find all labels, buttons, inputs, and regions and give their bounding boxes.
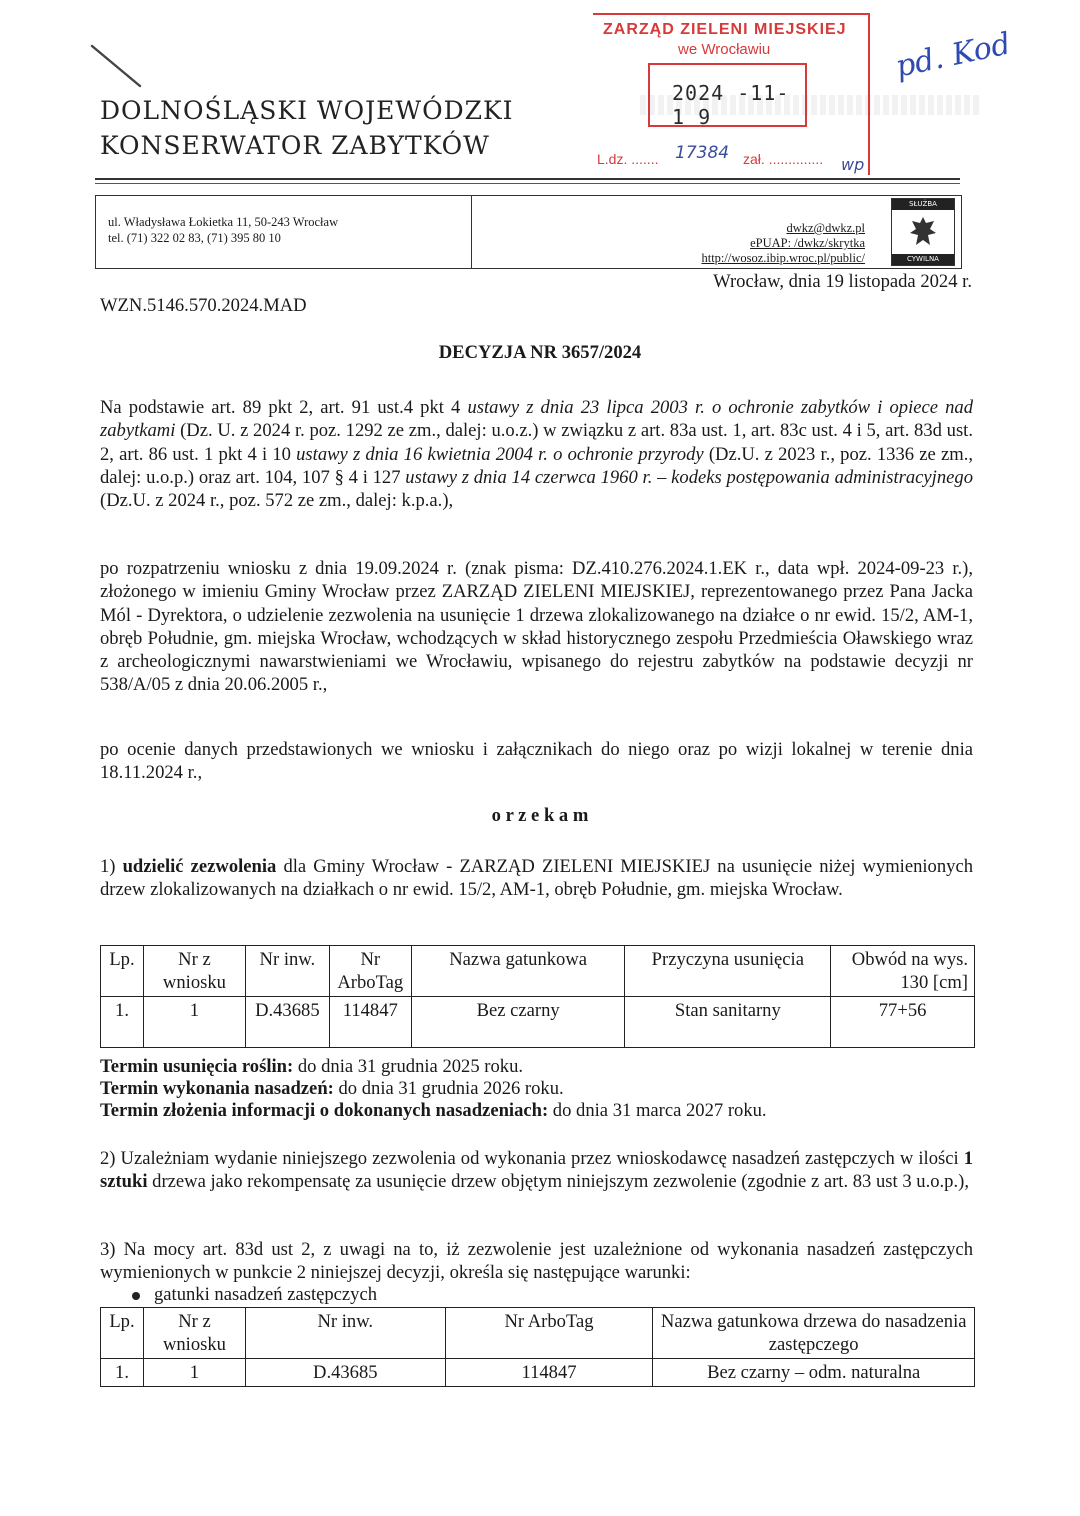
stamp-date: 2024 -11- 1 9 <box>672 81 790 129</box>
point-2-bold: 1 sztuki <box>100 1148 973 1193</box>
stamp-zal-label: zał. .............. <box>743 151 824 167</box>
th-nr-wniosku: Nr z wniosku <box>143 946 245 997</box>
basis-text-2: (Dz. U. z 2024 r. poz. 1292 ze zm., dalej: u.o.z.) w związku z art. 83a ust. 1, art. 83c ust. 4 i 5, art. 83d ust. 2, art. 86 ust. 1 pkt 4 i 10 <box>100 420 973 465</box>
th-nazwa: Nazwa gatunkowa <box>411 946 625 997</box>
cell-lp: 1. <box>101 997 144 1048</box>
th-nr-inw: Nr inw. <box>245 1308 445 1359</box>
bullet-icon <box>132 1292 140 1300</box>
stamp-ldz-number: 17384 <box>675 143 730 163</box>
eagle-icon <box>906 213 940 251</box>
point-2-text-b: drzewa jako rekompensatę za usunięcie drzew objętym niniejszym zezwolenie (zgodnie z art. 83 ust 3 u.o.p.), <box>147 1171 969 1193</box>
box-divider <box>471 196 472 268</box>
address-line: ul. Władysława Łokietka 11, 50-243 Wrocław <box>108 215 339 229</box>
term-report-label: Termin złożenia informacji o dokonanych nasadzeniach: <box>100 1100 549 1121</box>
stamp-initials: wp <box>841 155 865 174</box>
consideration-paragraph: po rozpatrzeniu wniosku z dnia 19.09.2024 r. (znak pisma: DZ.410.276.2024.1.EK r., data wpł. 2024-09-23 r.), złożonego w imieniu Gminy Wrocław przez ZARZĄD ZIELENI MIEJSKIEJ, reprezentowanego przez Pana Jacka Mól - Dyrektora, o udzielenie zezwolenia na usunięcie 1 drzewa zlokalizowanego na działce o nr ewid. 15/2, AM-1, obręb Południe, gm. miejska Wrocław, wchodzących w skład historycznego zespołu Przedmieścia Oławskiego wraz z archeologicznymi nawarstwieniami we Wrocławiu, wpisanego do rejestru zabytków na podstawie decyzji nr 538/A/05 z dnia 20.06.2005 r., <box>100 558 973 696</box>
decision-title: DECYZJA NR 3657/2024 <box>438 342 642 363</box>
org-name-line1: DOLNOŚLĄSKI WOJEWÓDZKI <box>100 96 514 125</box>
th-nr-arbotag: Nr ArboTag <box>445 1308 653 1359</box>
th-nr-wniosku: Nr z wniosku <box>143 1308 245 1359</box>
removal-table-header <box>101 946 975 997</box>
org-name-line2: KONSERWATOR ZABYTKÓW <box>100 131 490 160</box>
point-1-paragraph <box>100 855 973 902</box>
assessment-paragraph: po ocenie danych przedstawionych we wniosku i załącznikach do niego oraz po wizji lokalnej w terenie dnia 18.11.2024 r., <box>100 739 973 784</box>
cell-nr-arbotag: 114847 <box>329 997 411 1048</box>
basis-text-3: (Dz.U. z 2023 r., poz. 1336 ze zm., dalej: u.o.p.) oraz art. 104, 107 § 4 i 127 <box>100 443 974 488</box>
table-row <box>101 997 975 1048</box>
term-report <box>100 1100 767 1122</box>
email-link[interactable]: dwkz@dwkz.pl <box>786 221 865 235</box>
point-1-bold: udzielić zezwolenia <box>122 856 277 877</box>
cell-nr-wniosku: 1 <box>143 997 245 1048</box>
header-rule-top-thin <box>95 183 960 184</box>
term-report-value: do dnia 31 marca 2027 roku. <box>548 1100 767 1121</box>
th-nazwa-nasadzenia: Nazwa gatunkowa drzewa do nasadzenia zastępczego <box>653 1308 975 1359</box>
th-przyczyna: Przyczyna usunięcia <box>625 946 831 997</box>
th-lp: Lp. <box>101 946 144 997</box>
cell-nr-arbotag: 114847 <box>445 1359 653 1387</box>
th-nr-inw: Nr inw. <box>245 946 329 997</box>
cell-nr-inw: D.43685 <box>245 997 329 1048</box>
pen-stroke-mark <box>88 42 148 92</box>
case-reference: WZN.5146.570.2024.MAD <box>100 295 307 316</box>
header-rule-top <box>95 178 960 180</box>
point-2-paragraph <box>100 1147 973 1194</box>
point-3-paragraph: 3) Na mocy art. 83d ust 2, z uwagi na to, iż zezwolenie jest uzależnione od wykonania nasadzeń zastępczych wymienionych w punkcie 2 niniejszej decyzji, określa się następujące warunki: <box>100 1239 973 1284</box>
term-removal-label: Termin usunięcia roślin: <box>100 1056 294 1077</box>
phone-line: tel. (71) 322 02 83, (71) 395 80 10 <box>108 231 281 245</box>
term-removal-value: do dnia 31 grudnia 2025 roku. <box>293 1056 524 1077</box>
bullet-text: gatunki nasadzeń zastępczych <box>154 1284 378 1305</box>
civil-service-emblem <box>891 198 955 266</box>
stamp-org-name: ZARZĄD ZIELENI MIEJSKIEJ <box>603 21 847 38</box>
replacement-table-header <box>101 1308 975 1359</box>
cell-przyczyna: Stan sanitarny <box>625 997 831 1048</box>
cell-nr-wniosku: 1 <box>143 1359 245 1387</box>
term-removal <box>100 1056 767 1078</box>
term-planting-label: Termin wykonania nasadzeń: <box>100 1078 334 1099</box>
header-contact-box <box>95 195 962 269</box>
point-1-text: dla Gminy Wrocław - ZARZĄD ZIELENI MIEJSKIEJ na usunięcie niżej wymienionych drzew zlokalizowanych na działkach o nr ewid. 15/2, AM-1, obręb Południe, gm. miejska Wrocław. <box>100 856 973 901</box>
removal-table <box>100 945 975 1048</box>
registry-stamp <box>593 13 870 175</box>
epuap-link[interactable]: ePUAP: /dwkz/skrytka <box>750 236 865 250</box>
cell-nazwa-nasadzenia: Bez czarny – odm. naturalna <box>653 1359 975 1387</box>
point-2-text-a: 2) Uzależniam wydanie niniejszego zezwolenia od wykonania przez wnioskodawcę nasadzeń zastępczych w ilości <box>100 1148 964 1169</box>
basis-act-2: ustawy z dnia 16 kwietnia 2004 r. o ochronie przyrody <box>296 443 704 465</box>
terms-block <box>100 1056 767 1122</box>
basis-act-3: ustawy z dnia 14 czerwca 1960 r. – kodeks postępowania administracyjnego <box>405 466 973 488</box>
stamp-date-box <box>648 63 807 127</box>
ruling-heading: o r z e k a m <box>491 805 589 826</box>
bullet-item <box>132 1284 377 1306</box>
cell-obwod: 77+56 <box>831 997 975 1048</box>
term-planting-value: do dnia 31 grudnia 2026 roku. <box>333 1078 564 1099</box>
th-lp: Lp. <box>101 1308 144 1359</box>
cell-nazwa: Bez czarny <box>411 997 625 1048</box>
point-1-number: 1) <box>100 856 123 877</box>
stamp-ldz-label: L.dz. ....... <box>597 151 659 167</box>
emblem-top-label: SŁUŻBA <box>892 199 954 210</box>
th-obwod: Obwód na wys. 130 [cm] <box>831 946 975 997</box>
handwritten-note: pd. Kod <box>892 26 1014 85</box>
emblem-bottom-label: CYWILNA <box>892 254 954 265</box>
bip-link[interactable]: http://wosoz.ibip.wroc.pl/public/ <box>701 251 865 265</box>
basis-text-1: Na podstawie art. 89 pkt 2, art. 91 ust.4 pkt 4 <box>100 397 468 418</box>
place-date: Wrocław, dnia 19 listopada 2024 r. <box>713 271 972 292</box>
stamp-city: we Wrocławiu <box>678 41 771 58</box>
term-planting <box>100 1078 767 1100</box>
cell-nr-inw: D.43685 <box>245 1359 445 1387</box>
basis-act-1: ustawy z dnia 23 lipca 2003 r. o ochronie zabytków i opiece nad zabytkami <box>100 397 973 442</box>
replacement-table <box>100 1307 975 1387</box>
basis-text-4: (Dz.U. z 2024 r., poz. 572 ze zm., dalej: k.p.a.), <box>100 490 454 512</box>
cell-lp: 1. <box>101 1359 144 1387</box>
table-row <box>101 1359 975 1387</box>
th-nr-arbotag: Nr ArboTag <box>329 946 411 997</box>
legal-basis-paragraph <box>100 396 973 512</box>
